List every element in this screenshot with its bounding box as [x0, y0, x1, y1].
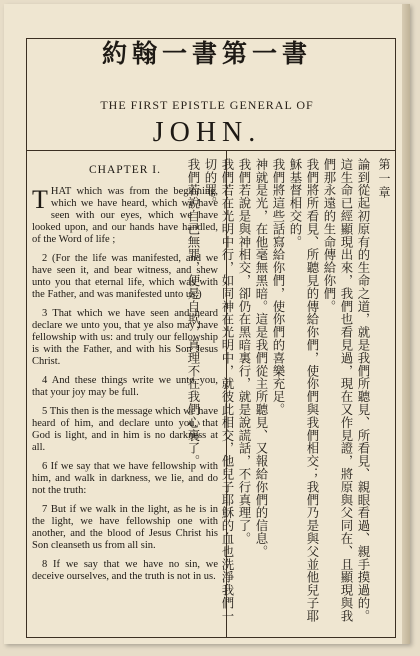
english-verse-6: 6 If we say that we have fellowship with him, and walk in darkness, we lie, and do not the truth:: [32, 461, 218, 496]
english-verse-5: 5 This then is the message which we have heard of him, and declare unto you, that God is light, and in him is no darkness at all.: [32, 406, 218, 453]
chinese-chapter-heading: 第一章: [377, 158, 391, 200]
chinese-verse-1: 論到從起初原有的生命之道，就是我們所聽見、所看見、親眼看過、親手摸過的。: [356, 158, 371, 623]
english-verse-3: 3 That which we have seen and heard declare we unto you, that ye also may have fellowship with us: and truly our fellowship is with the Father, and with his Son Jesus Christ.: [32, 308, 218, 367]
chinese-verse-4: 我們將這些話寫給你們，使你們的喜樂充足。: [271, 158, 286, 416]
chinese-verse-2: 這生命已經顯現出來，我們也看見過，現在又作見證，將原與父同在、且顯現與我們那永遠的生命傳給你們。: [322, 158, 354, 623]
chinese-verse-5: 神就是光，在他毫無黑暗。這是我們從主所聽見、又報給你們的信息。: [254, 158, 269, 558]
chinese-verse-7: 我們若在光明中行，如同神在光明中，就彼此相交，他兒子耶穌的血也洗淨我們一切的罪。: [203, 158, 235, 623]
english-chapter-heading: CHAPTER I.: [89, 164, 161, 176]
chinese-column: [186, 158, 392, 632]
english-verse-2: 2 (For the life was manifested, and we have seen it, and bear witness, and shew unto you that eternal life, which was with the Father, and was manifested unto us;): [32, 253, 218, 300]
chinese-verse-8: 我們若說自己無罪，便是自欺，真理不在我們心裏了。: [186, 158, 201, 468]
english-book-title: JOHN.: [152, 117, 262, 148]
chinese-verse-3: 我們將所看見、所聽見的傳給你們，使你們與我們相交；我們乃是與父並他兒子耶穌基督相交的。: [288, 158, 320, 623]
drop-cap: T: [32, 185, 48, 214]
english-verse-text: HAT which was from the beginning, which we have heard, which we have seen with our eyes, which we have looked upon, and our hands have handled, of the Word of life ;: [32, 186, 218, 245]
bible-page: [4, 4, 410, 644]
english-verse-4: 4 And these things write we unto you, that your joy may be full.: [32, 375, 218, 398]
chinese-book-title: 約翰一書第一書: [101, 39, 312, 68]
chinese-verse-6: 我們若說是與神相交，卻仍在黑暗裏行，就是說謊話，不行真理了。: [237, 158, 252, 545]
english-subtitle: THE FIRST EPISTLE GENERAL OF: [100, 98, 314, 112]
english-verse-8: 8 If we say that we have no sin, we deceive ourselves, and the truth is not in us.: [32, 559, 218, 582]
header-rule: [26, 150, 396, 151]
english-verse-7: 7 But if we walk in the light, as he is in the light, we have fellowship one with another, and the blood of Jesus Christ his Son cleanseth us from all sin.: [32, 504, 218, 551]
